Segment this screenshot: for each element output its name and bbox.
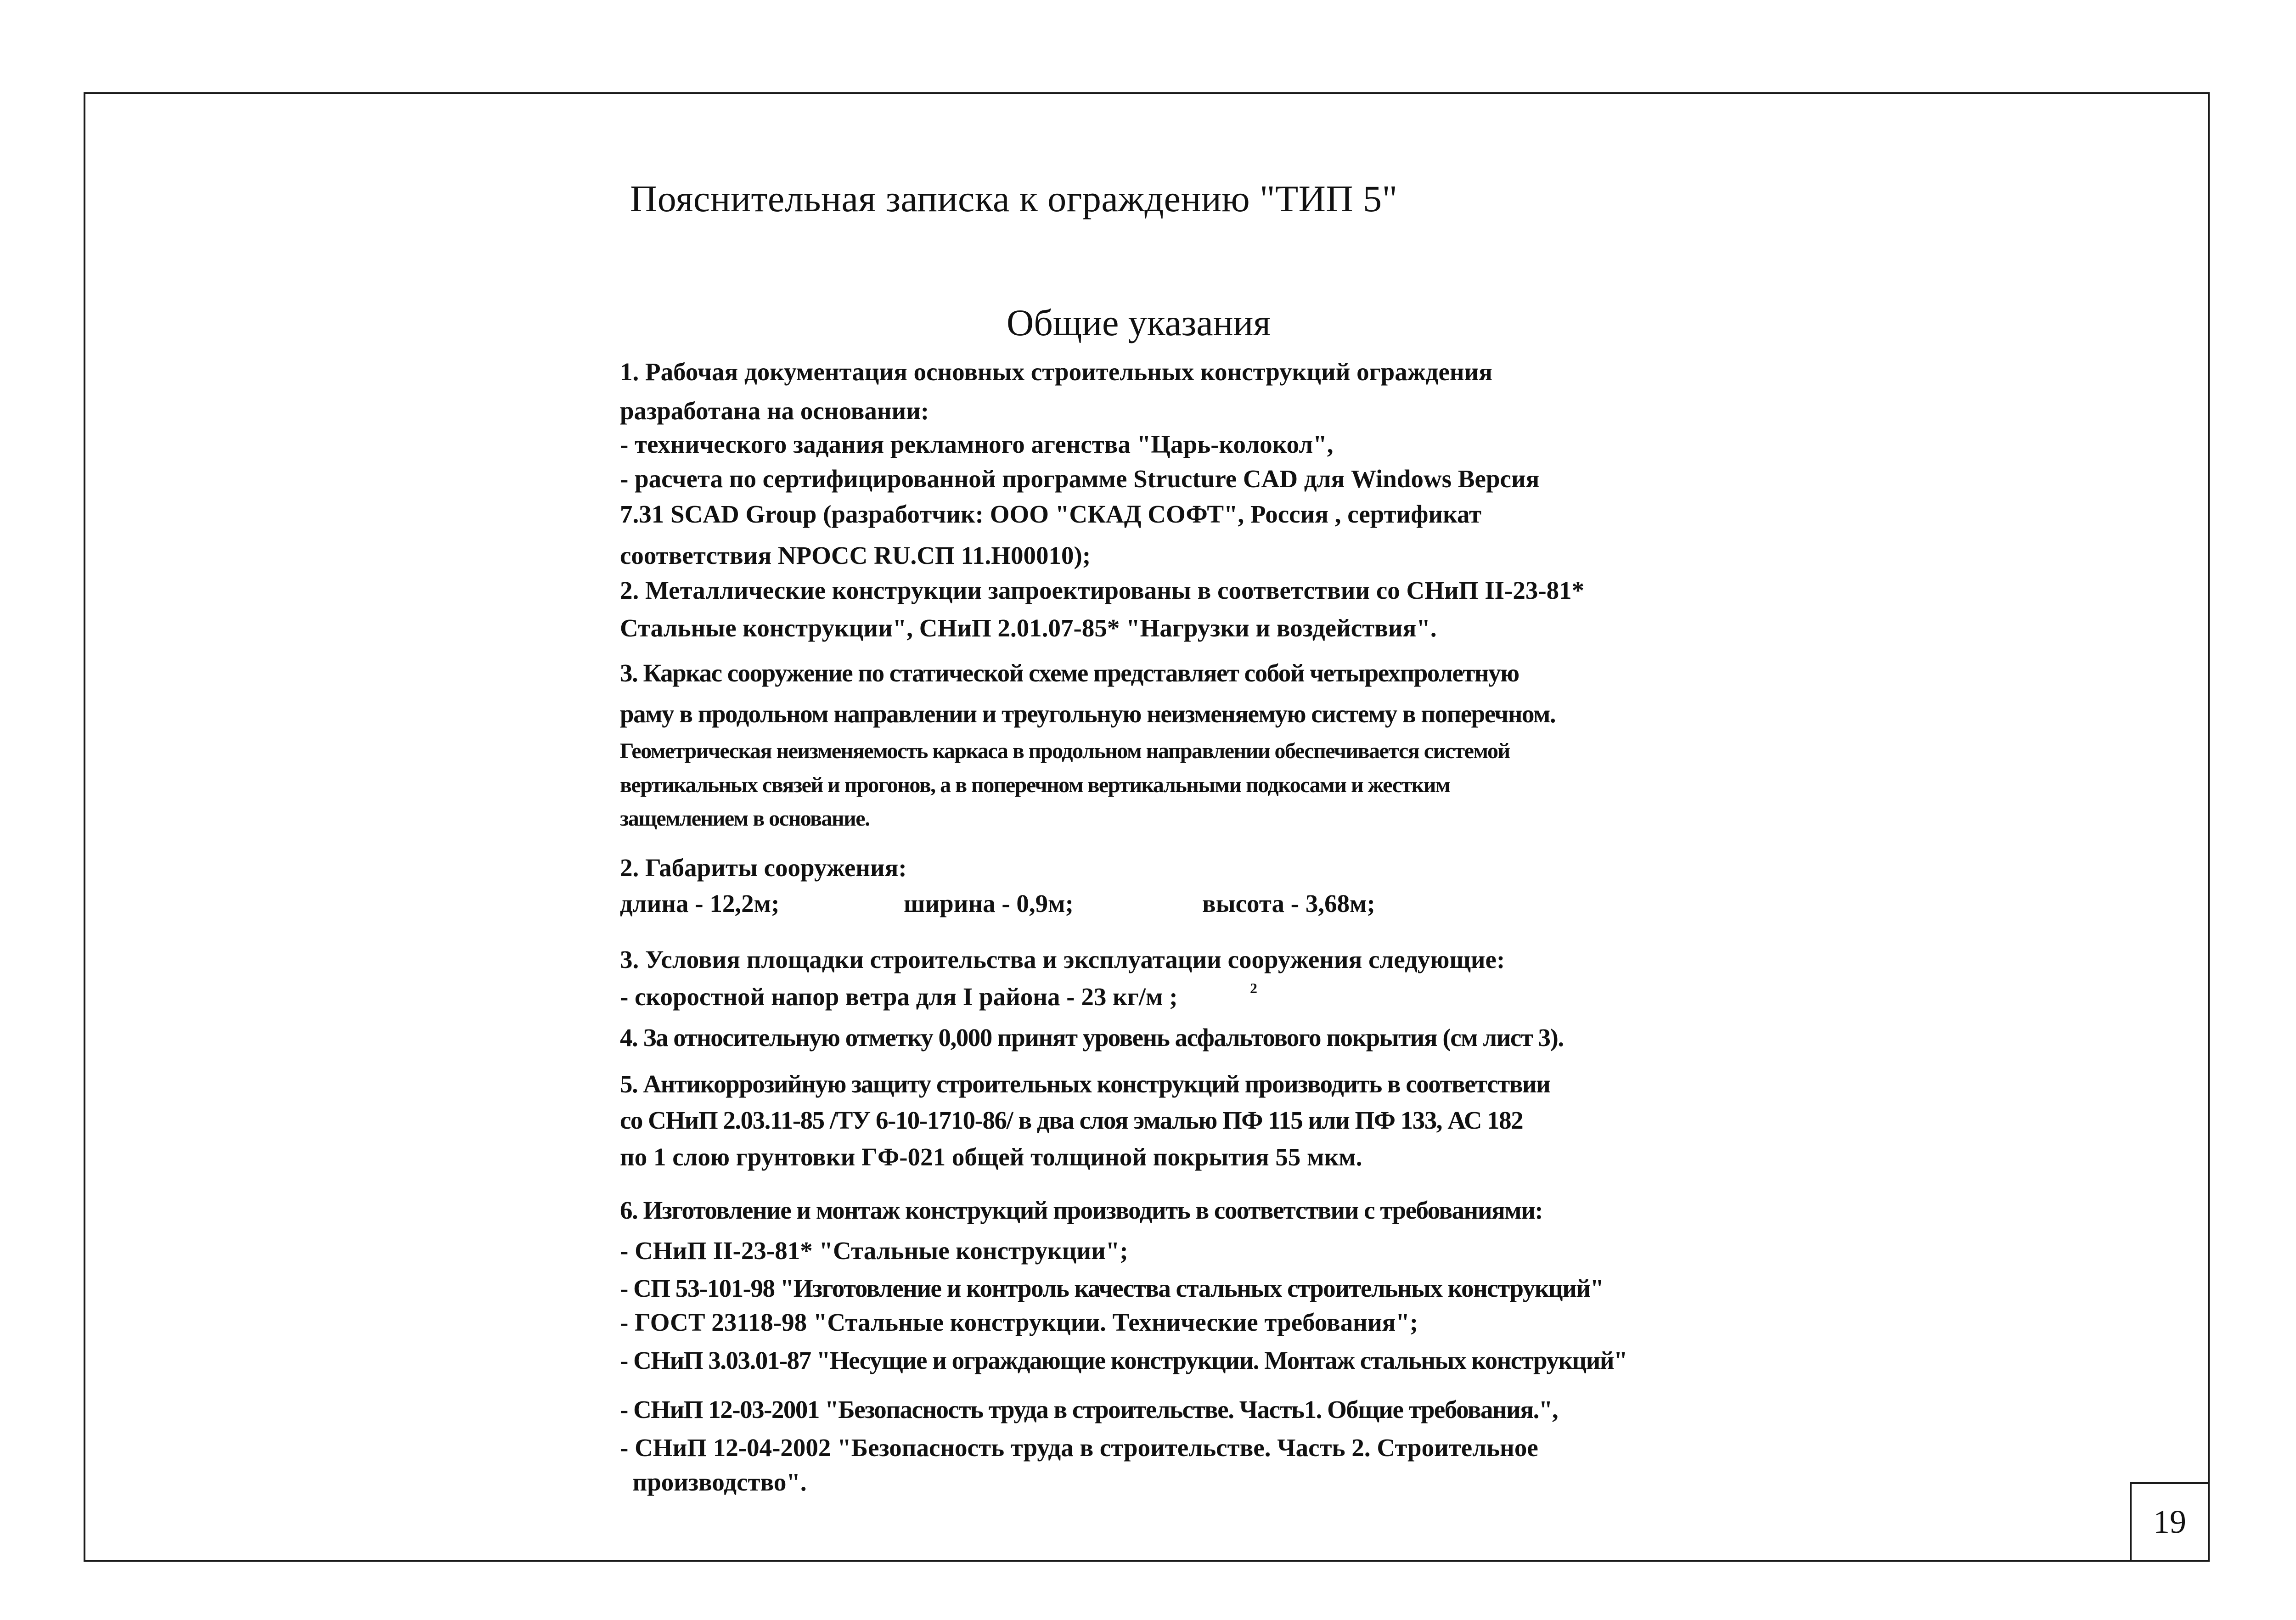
text-line: 1. Рабочая документация основных строительных конструкций ограждения (620, 358, 1492, 386)
text-line: - расчета по сертифицированной программе Structure CAD для Windows Версия (620, 465, 1540, 493)
document-title: Пояснительная записка к ограждению "ТИП 5" (630, 178, 1398, 219)
dimension-height: высота - 3,68м; (1202, 889, 1375, 917)
text-line: 3. Условия площадки строительства и эксплуатации сооружения следующие: (620, 945, 1505, 973)
section-heading: Общие указания (1007, 302, 1271, 343)
text-line: - ГОСТ 23118-98 "Стальные конструкции. Технические требования"; (620, 1308, 1418, 1336)
text-line: - СНиП II-23-81* "Стальные конструкции"; (620, 1237, 1128, 1265)
dimension-length: длина - 12,2м; (620, 889, 780, 917)
text-line: 2. Металлические конструкции запроектированы в соответствии со СНиП II-23-81* (620, 576, 1585, 604)
superscript-mark: 2 (1250, 980, 1257, 996)
text-line: производство". (620, 1468, 807, 1496)
text-line: Стальные конструкции", СНиП 2.01.07-85* "Нагрузки и воздействия". (620, 614, 1437, 642)
text-line: защемлением в основание. (620, 806, 870, 831)
text-line: Геометрическая неизменяемость каркаса в продольном направлении обеспечивается системой (620, 739, 1510, 763)
text-line: 7.31 SCAD Group (разработчик: ООО "СКАД СОФТ", Россия , сертификат (620, 500, 1482, 528)
text-line: - технического задания рекламного агенства "Царь-колокол", (620, 430, 1334, 458)
text-line: соответствия NPOCC RU.СП 11.H00010); (620, 541, 1091, 569)
text-line: - СНиП 3.03.01-87 "Несущие и ограждающие конструкции. Монтаж стальных конструкций" (620, 1346, 1627, 1374)
dimension-width: ширина - 0,9м; (904, 889, 1074, 917)
text-line: 2. Габариты сооружения: (620, 854, 907, 882)
text-line: - скоростной напор ветра для I района - 23 кг/м ; (620, 983, 1178, 1011)
text-line: разработана на основании: (620, 397, 929, 425)
text-line: раму в продольном направлении и треугольную неизменяемую систему в поперечном. (620, 700, 1556, 728)
text-line: 5. Антикоррозийную защиту строительных конструкций производить в соответствии (620, 1070, 1550, 1098)
text-line: - СП 53-101-98 "Изготовление и контроль качества стальных строительных конструкций" (620, 1274, 1604, 1302)
text-line: - СНиП 12-03-2001 "Безопасность труда в строительстве. Часть1. Общие требования.", (620, 1395, 1558, 1423)
text-line: по 1 слою грунтовки ГФ-021 общей толщиной покрытия 55 мкм. (620, 1143, 1362, 1171)
text-line: вертикальных связей и прогонов, а в поперечном вертикальными подкосами и жестким (620, 773, 1450, 797)
text-line: 3. Каркас сооружение по статической схеме представляет собой четырехпролетную (620, 659, 1519, 687)
text-line: - СНиП 12-04-2002 "Безопасность труда в строительстве. Часть 2. Строительное (620, 1434, 1538, 1462)
text-line: 6. Изготовление и монтаж конструкций производить в соответствии с требованиями: (620, 1196, 1543, 1224)
text-line: 4. За относительную отметку 0,000 принят уровень асфальтового покрытия (см лист 3). (620, 1024, 1564, 1052)
text-line: со СНиП 2.03.11-85 /ТУ 6-10-1710-86/ в два слоя эмалью ПФ 115 или ПФ 133, АС 182 (620, 1106, 1523, 1134)
page-number-box (2130, 1482, 2210, 1562)
page-number: 19 (2153, 1503, 2186, 1540)
